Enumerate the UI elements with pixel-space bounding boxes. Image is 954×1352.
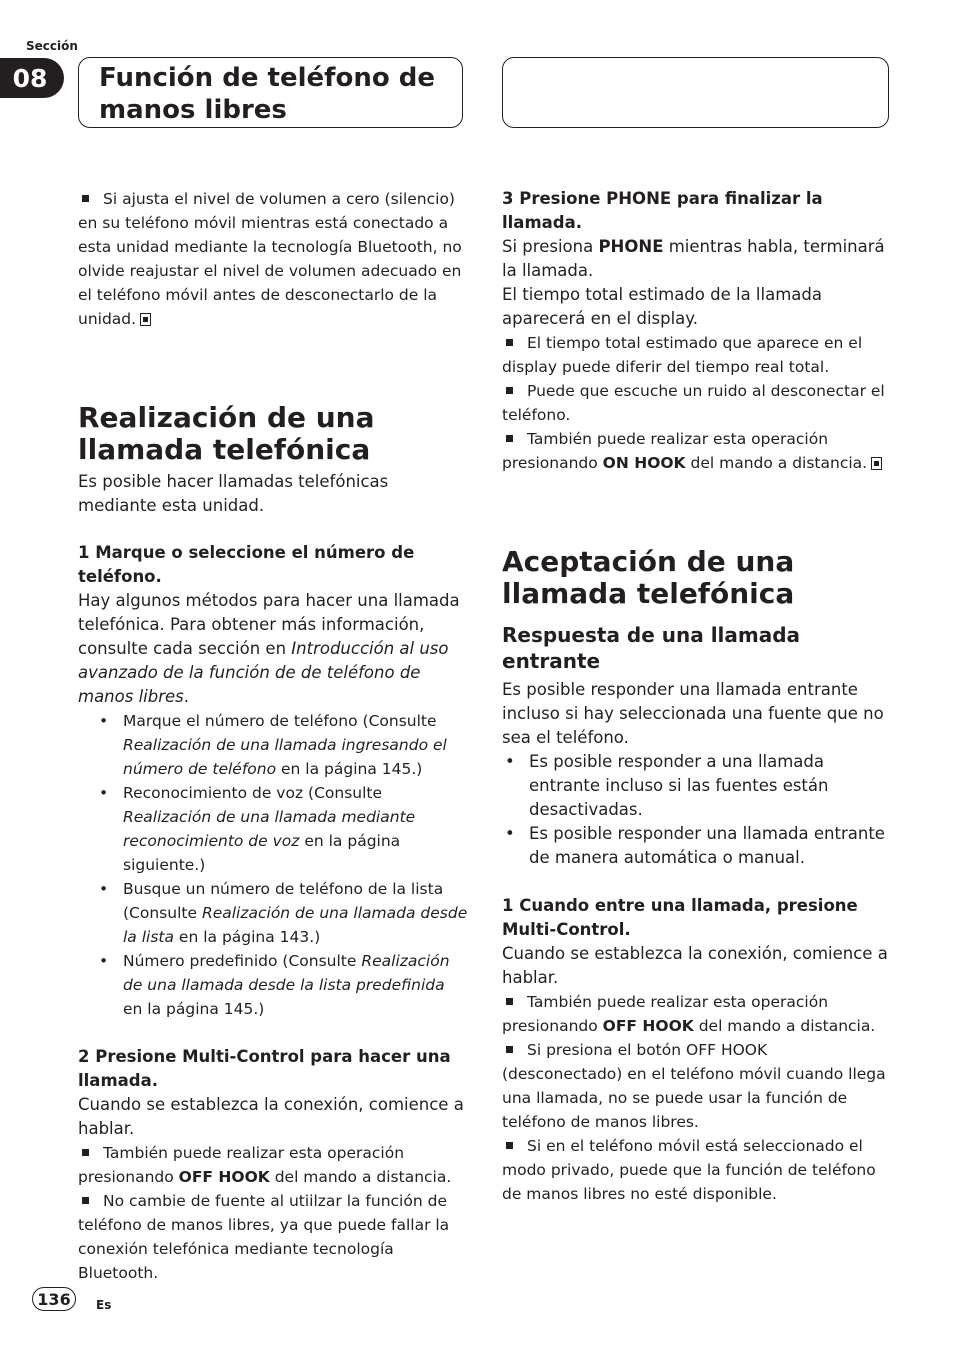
step-1-heading: 1 Marque o seleccione el número de teléfono. (78, 543, 415, 586)
note-square-icon (82, 1197, 89, 1204)
note-square-icon (506, 1142, 513, 1149)
step-1-answer-heading: 1 Cuando entre una llamada, presione Multi-Control. (502, 896, 858, 939)
call-methods-list (78, 709, 468, 1021)
section-label: Sección (26, 39, 78, 53)
answer-call-intro: Es posible responder una llamada entrante incluso si hay seleccionada una fuente que no sea el teléfono. (502, 680, 884, 747)
end-mark-icon (871, 457, 882, 470)
end-mark-icon (140, 313, 151, 326)
note-square-icon (506, 435, 513, 442)
note-square-icon (506, 1046, 513, 1053)
heading-accept-call: Aceptación de una llamada telefónica (502, 545, 795, 610)
note-square-icon (506, 998, 513, 1005)
source-change-note: No cambie de fuente al utiilzar la función de teléfono de manos libres, ya que puede fallar la conexión telefónica mediante tecnología Bluetooth. (78, 1192, 450, 1282)
section-title-box (78, 57, 463, 128)
note-square-icon (82, 1149, 89, 1156)
make-call-intro: Es posible hacer llamadas telefónicas mediante esta unidad. (78, 472, 389, 515)
note-square-icon (506, 339, 513, 346)
volume-note: Si ajusta el nivel de volumen a cero (silencio) en su teléfono móvil mientras está conectado a esta unidad mediante la tecnología Bluetooth, no olvide reajustar el nivel de volumen adecuado en el teléfono móvil antes de desconectarlo de la unidad. (78, 190, 462, 328)
list-item: • Busque un número de teléfono de la lista (Consulte Realización de una llamada desde la lista en la página 143.) (78, 877, 468, 949)
list-item: • Es posible responder una llamada entrante de manera automática o manual. (484, 822, 890, 870)
off-hook-phone-note: Si presiona el botón OFF HOOK (desconectado) en el teléfono móvil cuando llega una llamada, no se puede usar la función de teléfono de manos libres. (502, 1041, 886, 1131)
step-3-heading: 3 Presione PHONE para finalizar la llamada. (502, 189, 823, 232)
step-2-heading: 2 Presione Multi-Control para hacer una llamada. (78, 1047, 451, 1090)
section-title-line1: Función de teléfono de (99, 63, 435, 93)
language-code: Es (96, 1298, 112, 1312)
list-item: • Es posible responder a una llamada entrante incluso si las fuentes están desactivadas. (484, 750, 890, 822)
off-hook-note: También puede realizar esta operación presionando OFF HOOK del mando a distancia. (78, 1144, 452, 1186)
section-title-line2: manos libres (99, 95, 287, 125)
note-square-icon (506, 387, 513, 394)
step-1-answer-text: Cuando se establezca la conexión, comience a hablar. (502, 944, 888, 987)
note-square-icon (82, 195, 89, 202)
on-hook-note: También puede realizar esta operación presionando ON HOOK del mando a distancia. (502, 427, 890, 475)
step-2-text: Cuando se establezca la conexión, comience a hablar. (78, 1095, 464, 1138)
page-number: 136 (32, 1287, 76, 1311)
step-1-text: Hay algunos métodos para hacer una llamada telefónica. Para obtener más información, consulte cada sección en Introducción al uso avanzado de la función de de teléfono de manos libres. (78, 591, 460, 706)
heading-make-call: Realización de una llamada telefónica (78, 401, 375, 466)
list-item: • Reconocimiento de voz (Consulte Realización de una llamada mediante reconocimiento de voz en la página siguiente.) (78, 781, 468, 877)
step-3-text-1: Si presiona PHONE mientras habla, terminará la llamada. (502, 237, 885, 280)
call-time-note: El tiempo total estimado que aparece en el display puede diferir del tiempo real total. (502, 334, 863, 376)
off-hook-note-2: También puede realizar esta operación presionando OFF HOOK del mando a distancia. (502, 993, 876, 1035)
right-column (502, 187, 890, 1206)
left-column (78, 187, 468, 1285)
noise-note: Puede que escuche un ruido al desconectar el teléfono. (502, 382, 885, 424)
step-3-text-2: El tiempo total estimado de la llamada aparecerá en el display. (502, 285, 822, 328)
section-number-tab: 08 (0, 58, 64, 98)
subheading-answer-call: Respuesta de una llamada entrante (502, 623, 801, 673)
list-item: • Número predefinido (Consulte Realización de una llamada desde la lista predefinida en la página 145.) (78, 949, 468, 1021)
private-mode-note: Si en el teléfono móvil está seleccionado el modo privado, puede que la función de teléfono de manos libres no esté disponible. (502, 1137, 876, 1203)
answer-call-list (484, 750, 890, 870)
empty-title-box (502, 57, 889, 128)
list-item: • Marque el número de teléfono (Consulte Realización de una llamada ingresando el número de teléfono en la página 145.) (78, 709, 468, 781)
